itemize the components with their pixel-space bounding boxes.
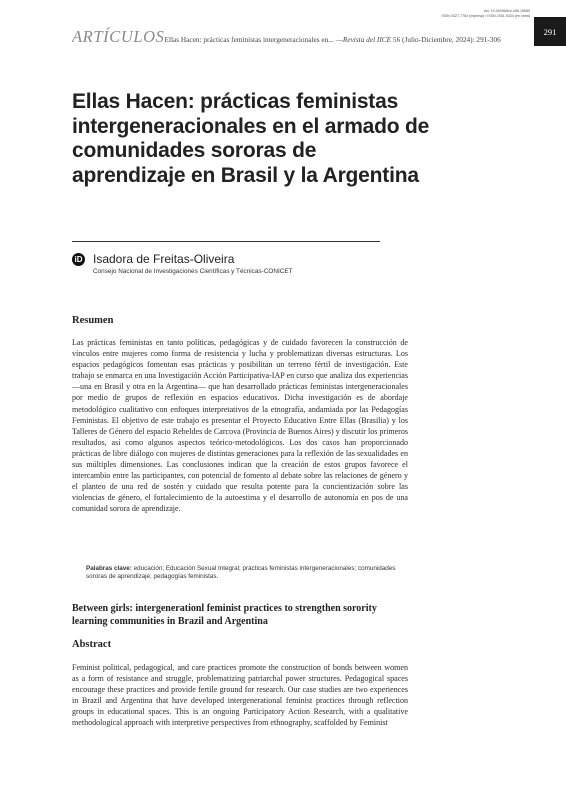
keywords-list: educación; Educación Sexual Integral; prácticas feministas intergeneracionales; comunidades sororas de aprendizaje; pedagogías feministas. bbox=[86, 565, 396, 581]
page-number: 291 bbox=[534, 17, 566, 46]
resumen-text: Las prácticas feministas en tanto políticas, pedagógicas y de cuidado favorecen la construcción de vínculos entre mujeres como forma de resistencia y lucha y problematizan diversas estructuras. Los espacios pedagógicos fomentan esas prácticas y posibilitan un terreno fértil de investigación. Este trabajo se enmarca en una Investigación Acción Participativa-IAP en curso que analiza dos experiencias —una en Brasil y otra en la Argentina— que han desarrollado prácticas feministas intergeneracionales por medio de grupos de reflexión en espacios educativos. Dicha investigación es de abordaje metodológico cualitativo con enfoques interpretativos de la etnografía, andamiada por las Pedagogías Feministas. El objetivo de este trabajo es presentar el Proyecto Educativo Entre Ellas (Brasilia) y los Talleres de Género del espacio Rebeldes de Carcova (Provincia de Buenos Aires) y discutir los primeros resultados, así como algunos aspectos teórico-metodológicos. Los dos casos han proporcionado prácticas de libre diálogo con mujeres de distintas generaciones para la reflexión de las sexualidades en sus múltiples dimensiones. Las conclusiones indican que la creación de estos grupos favorece el intercambio entre las participantes, con potencial de fomento al debate sobre las relaciones de género y el planteo de una red de sostén y cuidado que resulta potente para la concientización sobre las violencias de género, el fortalecimiento de la autoestima y el desarrollo de autonomía en pos de una comunidad sorora de aprendizaje. bbox=[72, 338, 408, 514]
english-title: Between girls: intergenerationl feminist practices to strengthen sorority learning communities in Brazil and Argentina bbox=[72, 603, 377, 627]
running-separator: — bbox=[333, 35, 343, 44]
article-title: Ellas Hacen: prácticas feministas intergeneracionales en el armado de comunidades sororas de aprendizaje en Brasil y la Argentina bbox=[72, 90, 430, 187]
abstract-heading: Abstract bbox=[72, 639, 112, 650]
journal-name: Revista del IICE bbox=[342, 35, 392, 44]
doi-block bbox=[330, 9, 530, 19]
keywords-label: Palabras clave: bbox=[86, 565, 132, 572]
author-name: Isadora de Freitas-Oliveira bbox=[93, 252, 235, 266]
running-title-text: Ellas Hacen: prácticas feministas intergeneracionales en... bbox=[164, 35, 334, 44]
journal-issue: 56 (Julio-Diciembre, 2024): 291-306 bbox=[391, 35, 501, 44]
doi-text: doi: 10.34096/iice.n56.15689 bbox=[483, 9, 530, 13]
abstract-text: Feminist political, pedagogical, and care practices promote the construction of bonds between women as a form of resistance and struggle, problematizing patriarchal power structures. Pedagogical spaces encourage these practices and provide fertile ground for research. Our case studies are two experiences in Brazil and Argentina that have developed intergenerational feminist practices through reflection groups in educational spaces. This is an ongoing Participatory Action Research, with a qualitative methodological approach with interpretive perspectives from ethnography, scaffolded by Feminist bbox=[72, 663, 408, 728]
resumen-heading: Resumen bbox=[72, 315, 114, 326]
title-divider bbox=[72, 241, 380, 242]
running-title bbox=[165, 35, 501, 44]
orcid-icon[interactable]: iD bbox=[72, 253, 85, 266]
issn-text: ISSN 0327-7763 (impresa) / ISSN 2451-5434 (en línea) bbox=[441, 14, 530, 18]
author-affiliation: Consejo Nacional de Investigaciones Científicas y Técnicas-CONICET bbox=[93, 268, 293, 275]
running-header bbox=[72, 27, 528, 45]
keywords bbox=[86, 565, 408, 582]
section-label: ARTÍCULOS bbox=[72, 27, 165, 45]
